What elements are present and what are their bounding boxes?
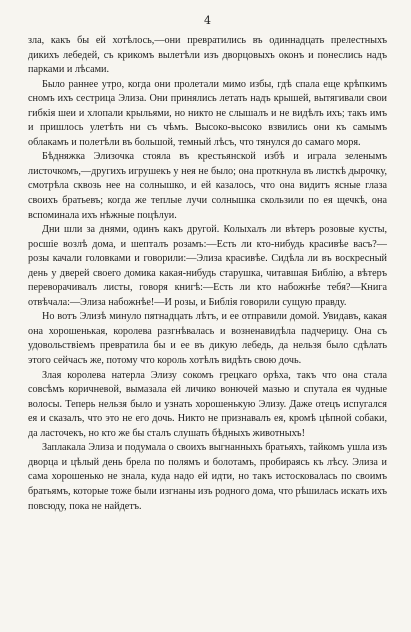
paragraph: Заплакала Элиза и подумала о своихъ выгнанныхъ братьяхъ, тайкомъ ушла изъ дворца и цѣлый день брела по полямъ и болотамъ, пробираясь къ лѣсу. Элиза и сама хорошенько не знала, куда надо ей идти, но такъ истосковалась по своимъ братьямъ, которые тоже были изгнаны изъ родного дома, что рѣшилась искать ихъ повсюду, пока не найдетъ. bbox=[28, 442, 387, 512]
paragraph: Злая королева натерла Элизу сокомъ грецкаго орѣха, такъ что она стала совсѣмъ коричневой, вымазала ей личико вонючей мазью и спутала ея чудные волосы. Теперь нельзя было и узнать хорошенькую Элизу. Даже отецъ испугался ея и сказалъ, что это не его дочь. Никто не признавалъ ея, кромѣ цѣпной собаки, да ласточекъ, но кто же бы сталъ слушать бѣдныхъ животныхъ! bbox=[28, 369, 387, 439]
body-text bbox=[28, 34, 387, 514]
page-number: 4 bbox=[204, 14, 211, 27]
paragraph: Бѣдняжка Элизочка стояла въ крестьянской избѣ и играла зеленымъ листочкомъ,—другихъ игрушекъ у нея не было; она проткнула въ листкѣ дырочку, смотрѣла сквозь нее на солнышко, и ей казалось, что она видитъ ясные глаза своихъ братьевъ; когда же теплые лучи солнышка скользили по ея щечкѣ, она вспоминала ихъ нѣжные поцѣлуи. bbox=[28, 151, 387, 221]
paragraph: зла, какъ бы ей хотѣлось,—они превратились въ одиннадцать прелестныхъ дикихъ лебедей, съ крикомъ вылетѣли изъ дворцовыхъ оконъ и понеслись надъ парками и лѣсами. bbox=[28, 35, 387, 76]
paragraph: Было раннее утро, когда они пролетали мимо избы, гдѣ спала еще крѣпкимъ сномъ ихъ сестрица Элиза. Они принялись летать надъ крышей, вытягивали свои гибкія шеи и хлопали крыльями, но никто не слышалъ и не видѣлъ ихъ; такъ имъ и пришлось улетѣть ни съ чѣмъ. Высоко-высоко взвились они къ самымъ облакамъ и полетѣли въ большой, темный лѣсъ, что тянулся до самаго моря. bbox=[28, 78, 387, 148]
paragraph: Но вотъ Элизѣ минуло пятнадцать лѣтъ, и ее отправили домой. Увидавъ, какая она хорошенькая, королева разгнѣвалась и возненавидѣла падчерицу. Она съ удовольствіемъ превратила бы и ее въ дикую лебедь, да нельзя было сдѣлать этого сейчасъ же, потому что король хотѣлъ видѣть свою дочь. bbox=[28, 311, 387, 367]
paragraph: Дни шли за днями, одинъ какъ другой. Колыхалъ ли вѣтеръ розовые кусты, росшіе возлѣ дома, и шепталъ розамъ:—Есть ли кто-нибудь красивѣе васъ?—розы качали головками и говорили:—Элиза красивѣе. Сидѣла ли въ воскресный день у дверей своего домика какая-нибудь старушка, читавшая Библію, а вѣтеръ переворачивалъ листы, говоря книгѣ:—Есть ли кто набожнѣе тебя?—Книга отвѣчала:—Элиза набожнѣе!—И розы, и Библія говорили сущую правду. bbox=[28, 224, 387, 308]
